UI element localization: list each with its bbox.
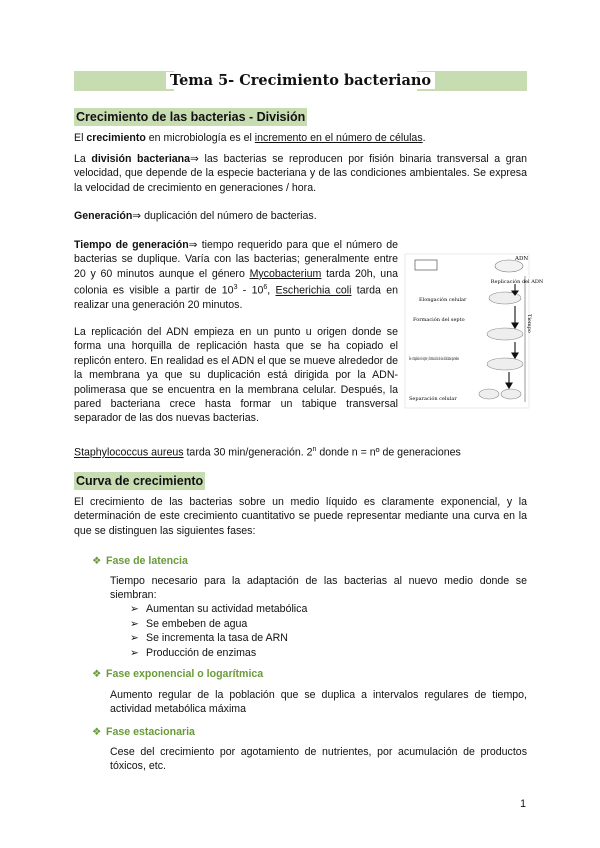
figure-label-septo: Formación del septo: [413, 317, 465, 323]
phase-estacionaria-title: ❖ Fase estacionaria: [92, 726, 195, 738]
figure-label-elongacion: Elongación celular: [419, 297, 467, 303]
latency-item-4: ➢ Producción de enzimas: [130, 647, 257, 659]
paragraph-generacion: Generación⇒ duplicación del número de bacterias.: [74, 210, 317, 222]
phase-exponencial-desc: Aumento regular de la población que se duplica a intervalos regulares de tiempo, actividad metabólica máxima: [110, 689, 527, 716]
phase-latencia-desc: Tiempo necesario para la adaptación de las bacterias al nuevo medio donde se siembran:: [110, 575, 527, 602]
figure-label-separacion: Separación celular: [409, 396, 457, 402]
paragraph-crecimiento: El crecimiento en microbiología es el incremento en el número de células.: [74, 132, 426, 144]
phase-latencia-title: ❖ Fase de latencia: [92, 555, 188, 567]
phase-estacionaria-desc: Cese del crecimiento por agotamiento de nutrientes, por acumulación de productos tóxicos, etc.: [110, 746, 527, 773]
section-heading-division: Crecimiento de las bacterias - División: [76, 110, 306, 124]
figure-cell-3: [487, 328, 523, 340]
figure-label-replicacion: Replicación del ADN: [490, 279, 544, 285]
paragraph-staphylococcus: Staphylococcus aureus tarda 30 min/generación. 2$^n$ donde n = nº de generaciones: [74, 446, 461, 459]
figure-cell-5a: [479, 389, 499, 399]
arrow-bullet-icon: ➢: [130, 632, 139, 644]
paragraph-division-bacteriana: La división bacteriana⇒ las bacterias se reproducen por fisión binaria transversal a gran velocidad, que depende de la especie bacteriana y de las condiciones ambientales. Se expresa la velocidad de crecimiento en generaciones / hora.: [74, 153, 527, 194]
latency-item-3: ➢ Se incrementa la tasa de ARN: [130, 632, 288, 644]
arrow-bullet-icon: ➢: [130, 647, 139, 659]
latency-item-2: ➢ Se embeben de agua: [130, 618, 248, 630]
paragraph-tiempo-generacion: Tiempo de generación⇒ tiempo requerido para que el número de bacterias se duplique. Varía con las bacterias; generalmente entre 20 y 60 minutos aunque el género Mycobacterium tarda 20h, una colonia es visible a partir de $10^3 - 10^6$, Escherichia coli tarda en realizar una generación 20 minutos.: [74, 239, 399, 312]
figure-cell-4: [487, 358, 523, 370]
arrow-bullet-icon: ➢: [130, 618, 139, 630]
figure-label-adn: ADN: [515, 256, 529, 262]
latency-item-1: ➢ Aumentan su actividad metabólica: [130, 603, 308, 615]
section-heading-curva: Curva de crecimiento: [76, 474, 204, 488]
phase-exponencial-title: ❖ Fase exponencial o logarítmica: [92, 668, 264, 680]
cell-division-figure: [405, 254, 544, 408]
title-banner: [74, 71, 527, 91]
diamond-bullet-icon: ❖: [92, 726, 102, 738]
page-number: 1: [520, 798, 526, 810]
page-title: Tema 5- Crecimiento bacteriano: [74, 71, 527, 91]
arrow-bullet-icon: ➢: [130, 603, 139, 615]
figure-cell-5b: [501, 389, 521, 399]
paragraph-curva-intro: El crecimiento de las bacterias sobre un medio líquido es claramente exponencial, y la determinación de este crecimiento cuantitativo se puede representar mediante una curva en la que se distinguen las siguientes fases:: [74, 496, 527, 537]
paragraph-replicacion-adn: La replicación del ADN empieza en un punto u origen donde se forma una horquilla de replicación hasta que se ha copiado el replicón entero. En realidad es el ADN el que se mueve alrededor de la membrana ya que su duplicación está dirigida por la ADN-polimerasa que se encuentra en la membrana celular. Después, la pared bacteriana crece hasta formar un tabique transversal separador de las dos nuevas bacterias.: [74, 326, 398, 425]
diamond-bullet-icon: ❖: [92, 555, 102, 567]
figure-label-completa: [409, 355, 459, 362]
diamond-bullet-icon: ❖: [92, 668, 102, 680]
figure-label-tiempo: Tiempo: [526, 314, 532, 333]
